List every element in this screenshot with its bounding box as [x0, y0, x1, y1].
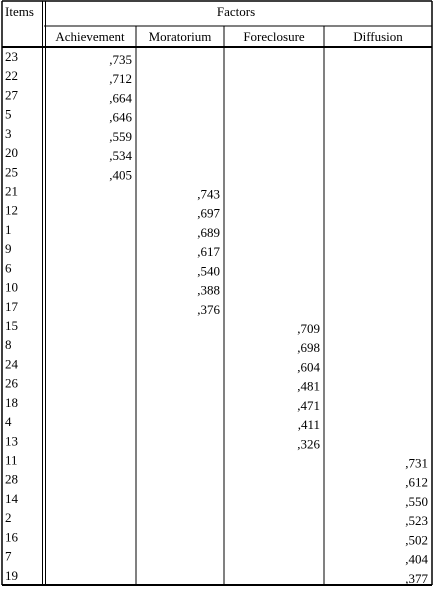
loading-value: ,326 [297, 436, 320, 452]
column-header: Achievement [55, 29, 125, 44]
row-header-items: Items [5, 4, 34, 19]
row-item-label: 4 [5, 414, 12, 430]
loading-value: ,743 [197, 186, 220, 202]
loading-value: ,698 [297, 340, 320, 356]
row-item-label: 20 [5, 145, 18, 161]
loading-value: ,689 [197, 224, 220, 240]
row-item-label: 26 [5, 375, 18, 391]
loading-value: ,404 [405, 551, 428, 567]
row-item-label: 8 [5, 337, 12, 353]
column-header: Diffusion [353, 29, 403, 44]
row-item-label: 15 [5, 318, 18, 333]
row-item-label: 11 [5, 452, 18, 468]
row-item-label: 14 [5, 490, 18, 506]
row-item-label: 22 [5, 68, 18, 84]
group-header-factors: Factors [216, 4, 256, 19]
loading-value: ,376 [197, 301, 220, 317]
row-item-label: 5 [5, 106, 12, 122]
loading-value: ,502 [405, 532, 428, 548]
loading-value: ,405 [109, 167, 132, 183]
loading-value: ,712 [109, 71, 132, 87]
row-item-label: 10 [5, 279, 18, 295]
row-item-label: 24 [5, 356, 18, 372]
row-item-label: 1 [5, 221, 12, 237]
table-text [5, 4, 429, 586]
row-item-label: 3 [5, 125, 12, 141]
row-item-label: 7 [5, 548, 12, 564]
row-item-label: 13 [5, 433, 18, 449]
row-item-label: 9 [5, 241, 12, 257]
row-item-label: 17 [5, 298, 18, 314]
row-item-label: 21 [5, 183, 18, 199]
row-item-label: 2 [5, 510, 12, 526]
row-item-label: 28 [5, 471, 18, 487]
loading-value: ,617 [197, 244, 220, 260]
loading-value: ,411 [297, 417, 320, 433]
column-header: Foreclosure [243, 29, 305, 44]
loading-value: ,471 [297, 397, 320, 413]
loading-value: ,735 [109, 52, 132, 67]
loading-value: ,697 [197, 205, 220, 221]
loading-value: ,550 [405, 493, 428, 509]
loading-value: ,612 [405, 474, 428, 490]
column-header: Moratorium [148, 29, 212, 44]
row-item-label: 16 [5, 529, 18, 545]
loading-value: ,388 [197, 282, 220, 298]
loading-value: ,559 [109, 128, 132, 144]
row-item-label: 6 [5, 260, 12, 276]
loading-value: ,664 [109, 90, 132, 106]
loading-value: ,377 [405, 570, 428, 586]
loading-value: ,534 [109, 148, 132, 164]
row-item-label: 25 [5, 164, 18, 180]
loading-value: ,523 [405, 513, 428, 529]
row-item-label: 18 [5, 394, 18, 410]
row-item-label: 12 [5, 202, 18, 218]
loading-value: ,481 [297, 378, 320, 394]
loading-value: ,709 [297, 321, 320, 336]
row-item-label: 19 [5, 567, 18, 583]
row-item-label: 23 [5, 49, 18, 64]
loading-value: ,604 [297, 359, 320, 375]
row-item-label: 27 [5, 87, 18, 103]
loading-value: ,540 [197, 263, 220, 279]
loading-value: ,731 [405, 455, 428, 471]
loading-value: ,646 [109, 109, 132, 125]
